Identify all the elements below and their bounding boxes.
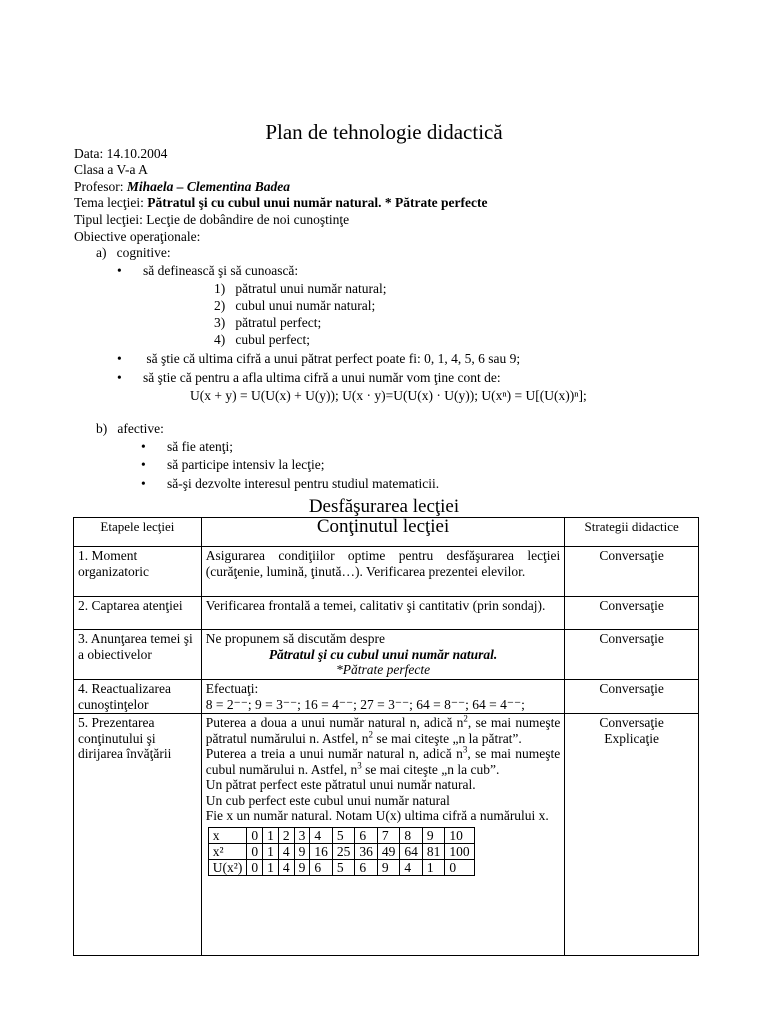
squares-cell: 5 (332, 827, 355, 843)
lesson-type-label: Tipul lecţiei: (74, 212, 143, 227)
content-cell (201, 680, 565, 714)
squares-cell: x² (208, 843, 247, 859)
strategy-cell: Conversaţie (565, 680, 699, 714)
meta-objectives: Obiective operaţionale: (74, 229, 201, 244)
table-row (74, 680, 699, 714)
strategy-conversation: Conversaţie (599, 715, 664, 730)
cognitive-bullet-2: • să ştie că ultima cifră a unui pătrat perfect poate fi: 0, 1, 4, 5, 6 sau 9; (143, 351, 520, 367)
perfect-cube-line: Un cub perfect este cubul unui număr natural (205, 792, 450, 808)
squares-row-x2 (208, 843, 474, 859)
cognitive-item-2: 2) cubul unui număr natural; (214, 298, 376, 313)
last-digit-formula: U(x + y) = U(U(x) + U(y)); U(x · y)=U(U(x) · U(y)); U(xⁿ) = U[(U(x))ⁿ]; (190, 388, 587, 403)
stage-cell: 2. Captarea atenţiei (74, 597, 202, 630)
squares-cell: 9 (377, 859, 400, 875)
cube-definition: Puterea a treia a unui număr natural n, adică $n^3$, se mai numeşte cubul numărului n. Astfel, $n^3$ se mai citeşte „n la cub”. (205, 744, 561, 777)
squares-cell: 2 (278, 827, 294, 843)
header-content: Conţinutul lecţiei (201, 518, 565, 547)
meta-topic (74, 195, 488, 212)
table-row (74, 597, 699, 630)
squares-cell: 1 (263, 843, 279, 859)
squares-cell: 0 (445, 859, 474, 875)
squares-cell: 16 (310, 843, 333, 859)
squares-row-last-digit (208, 859, 474, 875)
teacher-value: Mihaela – Clementina Badea (126, 179, 291, 194)
topic-value: Pătratul şi cu cubul unui număr natural. * Pătrate perfecte (147, 195, 488, 210)
affective-item-2: • să participe intensiv la lecţie; (167, 457, 324, 473)
squares-cell: 36 (355, 843, 378, 859)
squares-cell: 4 (400, 859, 423, 875)
meta-teacher (74, 179, 290, 196)
squares-cell: 4 (310, 827, 333, 843)
section-title: Desfăşurarea lecţiei (308, 496, 460, 517)
lesson-table (73, 517, 699, 956)
squares-cell: 1 (263, 859, 279, 875)
squares-cell: 10 (445, 827, 474, 843)
content-line: Efectuaţi: (205, 681, 259, 696)
header-stages: Etapele lecţiei (74, 518, 202, 547)
squares-cell: 81 (422, 843, 445, 859)
squares-cell: 6 (310, 859, 333, 875)
squares-row-x (208, 827, 474, 843)
stage-cell: 4. Reactualizarea cunoştinţelor (74, 680, 202, 714)
table-header-row (74, 518, 699, 547)
cognitive-item-1: 1) pătratul unui număr natural; (214, 281, 387, 296)
square-definition: Puterea a doua a unui număr natural n, adică $n^2$, se mai numeşte pătratul numărului n. Astfel, $n^2$ se mai citeşte „n la pătrat”. (205, 713, 561, 746)
table-row (74, 630, 699, 680)
squares-cell: 5 (332, 859, 355, 875)
strategy-cell (565, 714, 699, 956)
header-strategies: Strategii didactice (565, 518, 699, 547)
lesson-type-value: Lecţie de dobândire de noi cunoştinţe (146, 212, 350, 227)
page-title: Plan de tehnologie didactică (265, 120, 503, 144)
strategy-cell: Conversaţie (565, 547, 699, 597)
meta-date (74, 146, 167, 163)
squares-cell: U(x²) (208, 859, 247, 875)
meta-class: Clasa a V-a A (74, 162, 148, 177)
squares-cell: 1 (263, 827, 279, 843)
strategy-cell: Conversaţie (565, 630, 699, 680)
content-line: 8 = 2⁻⁻; 9 = 3⁻⁻; 16 = 4⁻⁻; 27 = 3⁻⁻; 64 = 8⁻⁻; 64 = 4⁻⁻; (205, 696, 525, 712)
squares-cell: 25 (332, 843, 355, 859)
topic-label: Tema lecţiei: (74, 195, 144, 210)
stage-cell: 5. Prezentarea conţinutului şi dirijarea învăţării (74, 714, 202, 956)
squares-cell: 9 (294, 843, 310, 859)
meta-lesson-type (74, 212, 349, 229)
stage-cell: 1. Moment organizatoric (74, 547, 202, 597)
squares-cell: 64 (400, 843, 423, 859)
squares-cell: 6 (355, 827, 378, 843)
squares-cell: 6 (355, 859, 378, 875)
affective-label: b) afective: (96, 421, 164, 436)
content-line: Ne propunem să discutăm despre (205, 631, 385, 646)
teacher-label: Profesor: (74, 179, 124, 194)
squares-cell: 9 (294, 859, 310, 875)
squares-cell: 7 (377, 827, 400, 843)
squares-cell: x (208, 827, 247, 843)
cognitive-label: a) cognitive: (96, 245, 171, 260)
cognitive-item-3: 3) pătratul perfect; (214, 315, 322, 330)
squares-cell: 4 (278, 843, 294, 859)
squares-cell: 4 (278, 859, 294, 875)
squares-cell: 1 (422, 859, 445, 875)
stage-cell: 3. Anunţarea temei şi a obiectivelor (74, 630, 202, 680)
squares-cell: 0 (247, 843, 263, 859)
squares-cell: 3 (294, 827, 310, 843)
content-cell (201, 714, 565, 956)
strategy-explanation: Explicaţie (604, 730, 660, 746)
perfect-square-line: Un pătrat perfect este pătratul unui număr natural. (205, 777, 476, 792)
cognitive-bullet-1: • să definească şi să cunoască: (143, 263, 298, 279)
squares-cell: 0 (247, 827, 263, 843)
squares-cell: 49 (377, 843, 400, 859)
date-value: 14.10.2004 (106, 146, 168, 161)
cognitive-item-4: 4) cubul perfect; (214, 332, 310, 347)
content-cell: Asigurarea condiţiilor optime pentru desfăşurarea lecţiei (curăţenie, lumină, ţinută…). Verificarea prezentei elevilor. (201, 547, 565, 597)
squares-cell: 100 (445, 843, 474, 859)
affective-item-3: • să-şi dezvolte interesul pentru studiul matematicii. (167, 476, 439, 492)
content-line: Pătratul şi cu cubul unui număr natural. (268, 646, 498, 662)
squares-table (208, 827, 475, 876)
cognitive-bullet-3: • să ştie că pentru a afla ultima cifră a unui număr vom ţine cont de: (143, 370, 501, 386)
table-row (74, 547, 699, 597)
affective-item-1: • să fie atenţi; (167, 439, 233, 455)
strategy-cell: Conversaţie (565, 597, 699, 630)
squares-cell: 0 (247, 859, 263, 875)
table-row (74, 714, 699, 956)
date-label: Data: (74, 146, 104, 161)
content-line: *Pătrate perfecte (336, 662, 431, 677)
content-cell (201, 630, 565, 680)
notation-line: Fie x un număr natural. Notam U(x) ultima cifră a numărului x. (205, 808, 549, 823)
squares-cell: 8 (400, 827, 423, 843)
squares-cell: 9 (422, 827, 445, 843)
content-cell: Verificarea frontală a temei, calitativ şi cantitativ (prin sondaj). (201, 597, 565, 630)
